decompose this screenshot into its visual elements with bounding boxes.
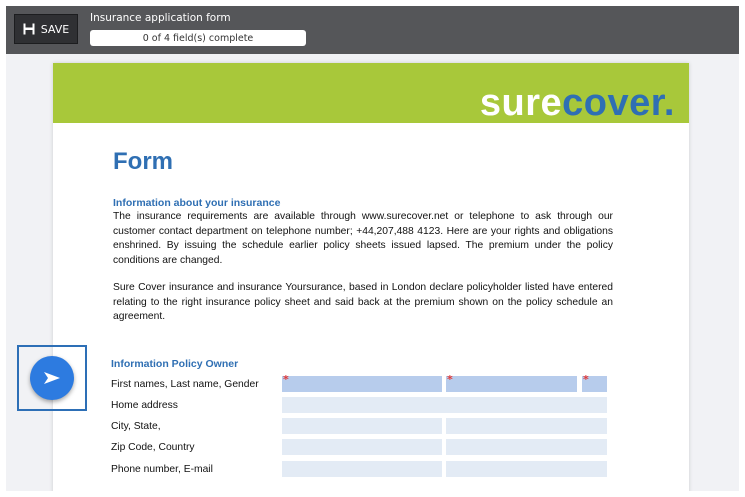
required-marker: *	[283, 373, 289, 386]
row-label-home-address: Home address	[111, 400, 178, 411]
surecover-logo: surecover.	[479, 82, 675, 124]
info-paragraph: The insurance requirements are available through www.surecover.net or telephone to ask through our customer contact department on telephone number; +44,207,488 4123. Here are your rights and obligations enshrined. By issuing the schedule earlier policy sheets issued lapsed. The premium under the policy conditions are changed.	[113, 211, 613, 266]
first-names-field[interactable]	[282, 373, 442, 392]
gender-field[interactable]	[582, 373, 607, 392]
form-page	[53, 63, 689, 491]
save-button[interactable]	[14, 14, 78, 44]
email-field[interactable]	[446, 461, 607, 477]
zip-code-field[interactable]	[282, 439, 442, 455]
owner-heading: Information Policy Owner	[111, 358, 239, 370]
country-field[interactable]	[446, 439, 607, 455]
row-label-phone-email: Phone number, E-mail	[111, 464, 213, 475]
phone-number-field[interactable]	[282, 461, 442, 477]
agreement-paragraph: Sure Cover insurance and insurance Yoursurance, based in London declare policyholder listed have entered relating to the right insurance policy sheet and said back at the premium shown on the policy schedule an agreement.	[113, 282, 613, 323]
toolbar	[6, 6, 739, 54]
required-marker: *	[447, 373, 453, 386]
document-title: Insurance application form	[90, 12, 231, 24]
page-title: Form	[113, 148, 173, 175]
arrow-right-icon	[43, 371, 61, 385]
save-label: SAVE	[40, 22, 70, 36]
row-label-city-state: City, State,	[111, 421, 161, 432]
row-label-zip-country: Zip Code, Country	[111, 442, 195, 453]
home-address-field[interactable]	[282, 397, 607, 413]
next-field-highlight	[17, 345, 87, 411]
completion-progress-bar	[90, 30, 306, 46]
brand-banner	[53, 63, 689, 123]
app-frame	[6, 6, 739, 491]
row-label-names: First names, Last name, Gender	[111, 379, 259, 390]
state-field[interactable]	[446, 418, 607, 434]
save-icon	[23, 23, 35, 35]
city-field[interactable]	[282, 418, 442, 434]
progress-text: 0 of 4 field(s) complete	[142, 32, 254, 44]
info-heading: Information about your insurance	[113, 197, 281, 209]
next-field-button[interactable]	[30, 356, 74, 400]
required-marker: *	[583, 373, 589, 386]
last-name-field[interactable]	[446, 373, 577, 392]
